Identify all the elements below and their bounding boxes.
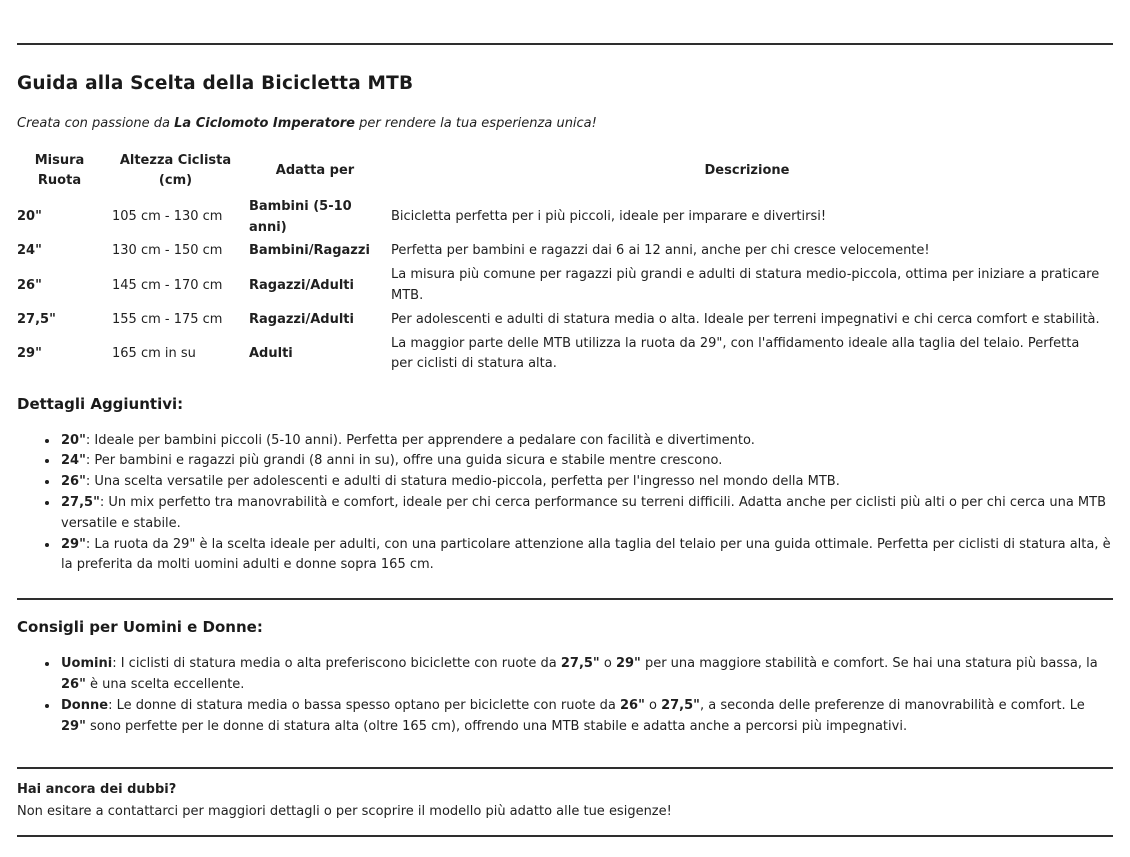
table-cell-description: Bicicletta perfetta per i più piccoli, ideale per imparare e divertirsi! — [391, 209, 827, 225]
table-cell-size: 20" — [17, 209, 42, 225]
divider-bottom — [17, 835, 1113, 837]
col-header-adatta-per: Adatta per — [275, 163, 355, 179]
table-cell-suitable: Adulti — [249, 345, 293, 361]
table-cell-suitable: Bambini/Ragazzi — [249, 243, 370, 259]
table-cell-description: Per adolescenti e adulti di statura media o alta. Ideale per terreni impegnativi e chi cerca comfort e stabilità. — [391, 311, 1100, 327]
col-header-altezza-ciclista: Altezza Ciclista (cm) — [119, 152, 232, 189]
table-cell-description: Perfetta per bambini e ragazzi dai 6 ai 12 anni, anche per chi cresce velocemente! — [391, 243, 930, 259]
table-header-row — [17, 148, 1113, 196]
col-header-descrizione: Descrizione — [704, 163, 790, 179]
advice-list — [17, 654, 1113, 737]
table-cell-height: 155 cm - 175 cm — [112, 311, 223, 327]
list-item: • 20": Ideale per bambini piccoli (5-10 anni). Perfetta per apprendere a pedalare con facilità e divertimento. — [59, 431, 1113, 452]
table-cell-height: 165 cm in su — [112, 345, 196, 361]
divider-middle-2 — [17, 767, 1113, 769]
table-cell-suitable: Bambini (5-10 anni) — [249, 198, 352, 235]
table-cell-suitable: Ragazzi/Adulti — [249, 277, 354, 293]
table-cell-description: La maggior parte delle MTB utilizza la ruota da 29", con l'affidamento ideale alla taglia del telaio. Perfetta per ciclisti di statura alta. — [391, 335, 1080, 372]
list-item: • Uomini: I ciclisti di statura media o alta preferiscono biciclette con ruote da 27,5" o 29" per una maggiore stabilità e comfort. Se hai una statura più bassa, la 26" è una scelta eccellente. — [59, 654, 1113, 696]
table-cell-size: 27,5" — [17, 311, 56, 327]
table-row — [17, 195, 1113, 240]
table-cell-height: 105 cm - 130 cm — [112, 209, 223, 225]
list-item: • 29": La ruota da 29" è la scelta ideale per adulti, con una particolare attenzione alla taglia del telaio per una guida ottimale. Perfetta per ciclisti di statura alta, è la preferita da molti uomini adulti e donne sopra 165 cm. — [59, 535, 1113, 577]
list-item: • 27,5": Un mix perfetto tra manovrabilità e comfort, ideale per chi cerca performance su terreni difficili. Adatta anche per ciclisti più alti o per chi cerca una MTB versatile e stabile. — [59, 493, 1113, 535]
subtitle: Creata con passione da La Ciclomoto Imperatore per rendere la tua esperienza unica! — [17, 115, 597, 131]
table-header — [17, 148, 1113, 196]
footer-text: Non esitare a contattarci per maggiori dettagli o per scoprire il modello più adatto alle tue esigenze! — [17, 804, 672, 820]
list-item: • 24": Per bambini e ragazzi più grandi (8 anni in su), offre una guida sicura e stabile mentre crescono. — [59, 451, 1113, 472]
list-item: • 26": Una scelta versatile per adolescenti e adulti di statura medio-piccola, perfetta per l'ingresso nel mondo della MTB. — [59, 472, 1113, 493]
table-cell-size: 29" — [17, 345, 42, 361]
footer-question: Hai ancora dei dubbi? — [17, 782, 177, 798]
col-header-misura-ruota: Misura Ruota — [34, 152, 85, 189]
wheel-size-table — [17, 148, 1113, 377]
table-row — [17, 332, 1113, 377]
page-title: Guida alla Scelta della Bicicletta MTB — [17, 73, 414, 94]
table-row — [17, 308, 1113, 332]
table-cell-size: 24" — [17, 243, 42, 259]
table-cell-height: 130 cm - 150 cm — [112, 243, 223, 259]
table-row — [17, 264, 1113, 309]
advice-heading: Consigli per Uomini e Donne: — [17, 618, 263, 637]
table-cell-height: 145 cm - 170 cm — [112, 277, 223, 293]
table-cell-description: La misura più comune per ragazzi più grandi e adulti di statura medio-piccola, ottima per iniziare a praticare MTB. — [391, 267, 1100, 303]
table-row — [17, 240, 1113, 264]
table-cell-size: 26" — [17, 277, 42, 293]
divider-top — [17, 43, 1113, 45]
table-cell-suitable: Ragazzi/Adulti — [249, 311, 354, 327]
table-body — [17, 195, 1113, 376]
list-item: • Donne: Le donne di statura media o bassa spesso optano per biciclette con ruote da 26" o 27,5", a seconda delle preferenze di manovrabilità e comfort. Le 29" sono perfette per le donne di statura alta (oltre 165 cm), offrendo una MTB stabile e adatta anche a percorsi più impegnativi. — [59, 696, 1113, 738]
divider-middle-1 — [17, 598, 1113, 600]
details-heading: Dettagli Aggiuntivi: — [17, 394, 184, 413]
details-list — [17, 431, 1113, 577]
